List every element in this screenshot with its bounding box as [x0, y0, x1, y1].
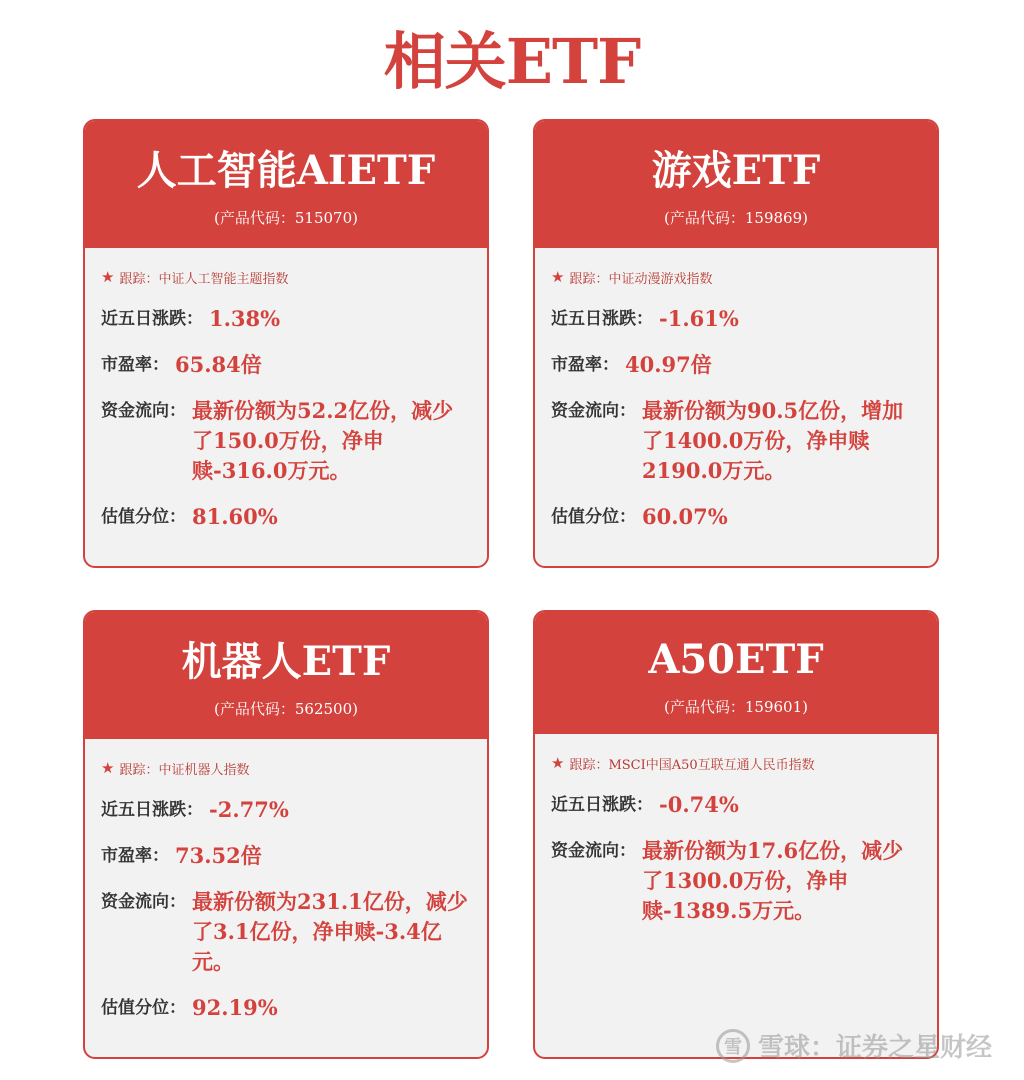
- star-icon: ★: [101, 759, 115, 777]
- flow-label: 资金流向：: [551, 401, 636, 421]
- five-day-value: 1.38%: [209, 306, 281, 331]
- product-code: (产品代码：159601): [664, 698, 808, 716]
- flow-label: 资金流向：: [101, 401, 186, 421]
- flow-row: [101, 398, 471, 486]
- five-day-row: [101, 797, 471, 825]
- five-day-value: -2.77%: [209, 797, 289, 822]
- flow-value: 最新份额为231.1亿份，减少了3.1亿份，净申赎-3.4亿元。: [192, 889, 468, 974]
- card-header: [535, 612, 937, 734]
- flow-value: 最新份额为52.2亿份，减少了150.0万份，净申赎-316.0万元。: [192, 398, 454, 483]
- etf-card-ai[interactable]: [83, 119, 489, 568]
- flow-value: 最新份额为90.5亿份，增加了1400.0万份，净申赎2190.0万元。: [642, 398, 904, 483]
- star-icon: ★: [101, 268, 115, 286]
- flow-label: 资金流向：: [551, 841, 636, 861]
- card-title: A50ETF: [648, 636, 824, 683]
- track-line: [101, 266, 471, 288]
- five-day-row: [101, 306, 471, 334]
- card-body: [535, 734, 937, 926]
- five-day-label: 近五日涨跌：: [551, 795, 653, 815]
- track-index: 跟踪：中证动漫游戏指数: [569, 271, 713, 287]
- five-day-value: -0.74%: [659, 792, 739, 817]
- etf-card-robot[interactable]: [83, 610, 489, 1059]
- track-index: 跟踪：中证人工智能主题指数: [119, 271, 289, 287]
- pe-label: 市盈率：: [551, 355, 619, 375]
- card-body: [85, 739, 487, 1023]
- star-icon: ★: [551, 754, 565, 772]
- flow-value: 最新份额为17.6亿份，减少了1300.0万份，净申赎-1389.5万元。: [642, 838, 904, 923]
- product-code: (产品代码：159869): [664, 209, 808, 227]
- etf-card-game[interactable]: [533, 119, 939, 568]
- valuation-row: [101, 995, 471, 1023]
- five-day-label: 近五日涨跌：: [101, 800, 203, 820]
- pe-label: 市盈率：: [101, 355, 169, 375]
- pe-label: 市盈率：: [101, 846, 169, 866]
- card-body: [535, 248, 937, 532]
- flow-row: [551, 398, 921, 486]
- valuation-row: [101, 504, 471, 532]
- star-icon: ★: [551, 268, 565, 286]
- card-header: [85, 121, 487, 248]
- valuation-row: [551, 504, 921, 532]
- flow-row: [551, 838, 921, 926]
- pe-value: 40.97倍: [625, 352, 712, 377]
- pe-row: [101, 352, 471, 380]
- card-header: [85, 612, 487, 739]
- flow-label: 资金流向：: [101, 892, 186, 912]
- valuation-value: 92.19%: [192, 995, 278, 1020]
- five-day-label: 近五日涨跌：: [101, 309, 203, 329]
- five-day-label: 近五日涨跌：: [551, 309, 653, 329]
- card-body: [85, 248, 487, 532]
- five-day-row: [551, 792, 921, 820]
- product-code: (产品代码：562500): [214, 700, 358, 718]
- watermark-text: 雪球：证券之星财经: [757, 1033, 992, 1063]
- five-day-value: -1.61%: [659, 306, 739, 331]
- watermark: [716, 1027, 992, 1064]
- track-line: [551, 266, 921, 288]
- snowball-logo-icon: 雪: [716, 1029, 750, 1063]
- track-line: [551, 752, 921, 774]
- page-title: 相关ETF: [383, 25, 641, 98]
- pe-row: [551, 352, 921, 380]
- five-day-row: [551, 306, 921, 334]
- valuation-label: 估值分位：: [101, 507, 186, 527]
- track-index: 跟踪：MSCI中国A50互联互通人民币指数: [569, 757, 815, 773]
- valuation-label: 估值分位：: [101, 998, 186, 1018]
- valuation-value: 60.07%: [642, 504, 728, 529]
- track-index: 跟踪：中证机器人指数: [119, 762, 250, 778]
- pe-value: 73.52倍: [175, 843, 262, 868]
- valuation-value: 81.60%: [192, 504, 278, 529]
- valuation-label: 估值分位：: [551, 507, 636, 527]
- card-header: [535, 121, 937, 248]
- track-line: [101, 757, 471, 779]
- card-title: 人工智能AIETF: [136, 147, 436, 194]
- pe-row: [101, 843, 471, 871]
- etf-card-a50[interactable]: [533, 610, 939, 1059]
- pe-value: 65.84倍: [175, 352, 262, 377]
- product-code: (产品代码：515070): [214, 209, 358, 227]
- card-title: 机器人ETF: [181, 638, 391, 685]
- flow-row: [101, 889, 471, 977]
- card-title: 游戏ETF: [651, 147, 821, 194]
